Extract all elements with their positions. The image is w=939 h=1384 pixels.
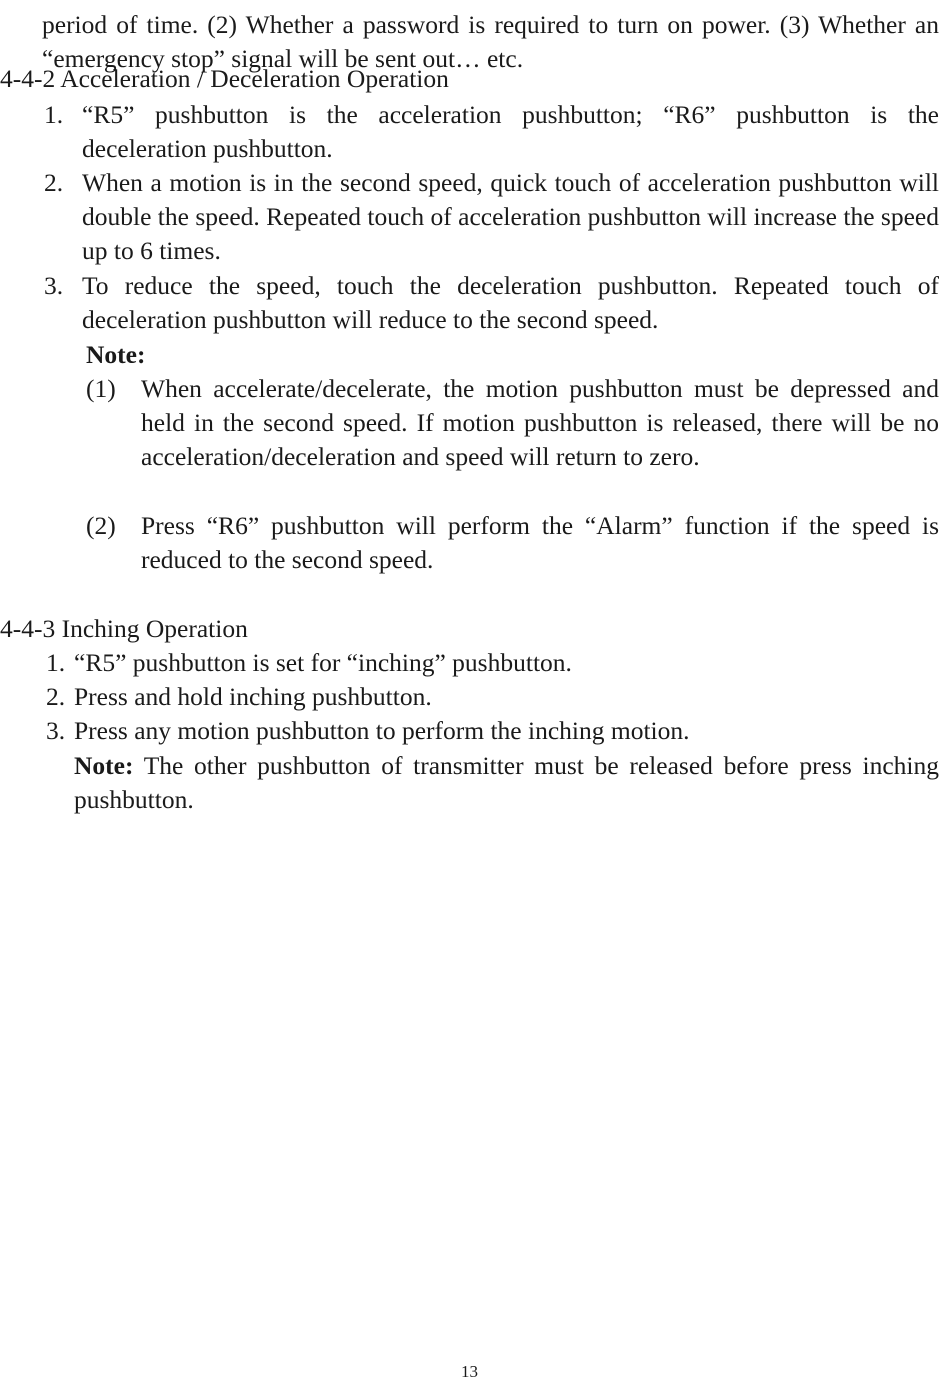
inching-item-3	[46, 714, 939, 748]
accel-note-1	[86, 372, 939, 474]
inching-item-1	[46, 646, 939, 680]
page-number: 13	[461, 1362, 478, 1381]
inching-note-text: The other pushbutton of transmitter must be released before press inching pushbutton.	[74, 751, 939, 814]
accel-note-1-text: When accelerate/decelerate, the motion pushbutton must be depressed and held in the second speed. If motion pushbutton is released, there will be no acceleration/deceleration and speed will return to zero.	[141, 374, 939, 471]
accel-note-2-text: Press “R6” pushbutton will perform the “Alarm” function if the speed is reduced to the second speed.	[141, 511, 939, 574]
accel-note-2	[86, 509, 939, 577]
accel-item-1-text: “R5” pushbutton is the acceleration pushbutton; “R6” pushbutton is the deceleration pushbutton.	[82, 100, 939, 163]
accel-item-3	[44, 269, 939, 337]
accel-item-2	[44, 166, 939, 268]
inching-note-label: Note:	[74, 751, 134, 780]
accel-item-2-number: 2.	[44, 168, 64, 197]
accel-item-3-text: To reduce the speed, touch the deceleration pushbutton. Repeated touch of deceleration pushbutton will reduce to the second speed.	[82, 271, 939, 334]
accel-item-3-number: 3.	[44, 271, 64, 300]
inching-note	[74, 749, 939, 817]
inching-item-2-text: Press and hold inching pushbutton.	[74, 682, 432, 711]
inching-item-3-number: 3.	[46, 716, 66, 745]
inching-item-2-number: 2.	[46, 682, 66, 711]
accel-item-1	[44, 98, 939, 166]
inching-item-3-text: Press any motion pushbutton to perform the inching motion.	[74, 716, 690, 745]
section-heading-inching: 4-4-3 Inching Operation	[0, 614, 248, 643]
inching-item-2	[46, 680, 939, 714]
accel-note-label: Note:	[86, 340, 146, 369]
accel-item-1-number: 1.	[44, 100, 64, 129]
accel-note-1-number: (1)	[86, 374, 116, 403]
accel-item-2-text: When a motion is in the second speed, quick touch of acceleration pushbutton will double the speed. Repeated touch of acceleration pushbutton will increase the speed up to 6 times.	[82, 168, 939, 265]
accel-note-2-number: (2)	[86, 511, 116, 540]
inching-item-1-text: “R5” pushbutton is set for “inching” pushbutton.	[74, 648, 572, 677]
inching-item-1-number: 1.	[46, 648, 66, 677]
section-heading-acceleration: 4-4-2 Acceleration / Deceleration Operation	[0, 64, 449, 93]
intro-paragraph: period of time. (2) Whether a password is required to turn on power. (3) Whether an “emergency stop” signal will be sent out… etc.	[42, 10, 939, 73]
